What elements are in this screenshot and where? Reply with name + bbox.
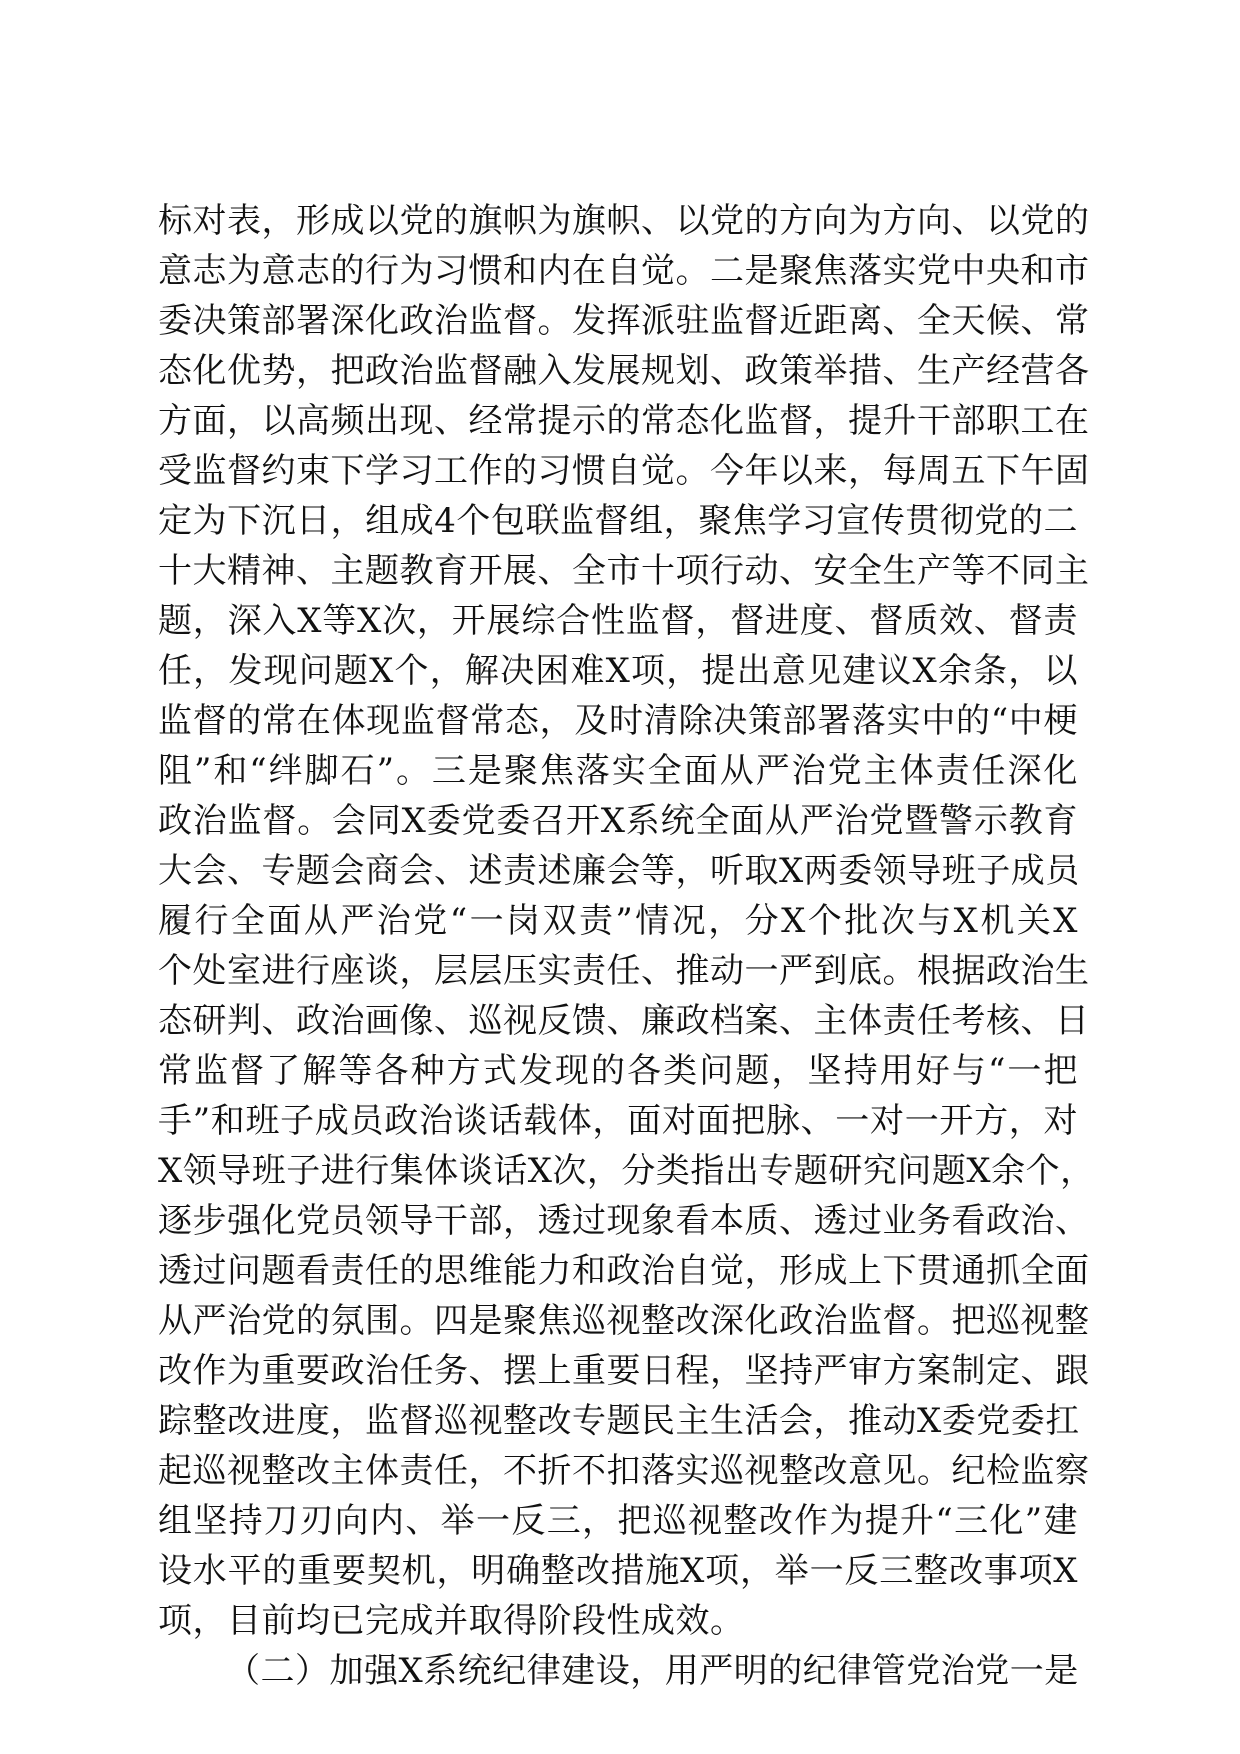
- text-line: 大会、专题会商会、述责述廉会等，听取X两委领导班子成员: [158, 851, 1080, 891]
- text-line: X领导班子进行集体谈话X次，分类指出专题研究问题X余个，: [158, 1151, 1095, 1191]
- text-line: 方面，以高频出现、经常提示的常态化监督，提升干部职工在: [158, 401, 1090, 441]
- text-line: 组坚持刀刃向内、举一反三，把巡视整改作为提升“三化”建: [158, 1501, 1078, 1541]
- text-line: 个处室进行座谈，层层压实责任、推动一严到底。根据政治生: [158, 951, 1090, 991]
- text-line: 受监督约束下学习工作的习惯自觉。今年以来，每周五下午固: [158, 451, 1090, 491]
- text-line: 透过问题看责任的思维能力和政治自觉，形成上下贯通抓全面: [158, 1251, 1090, 1291]
- text-line: 态研判、政治画像、巡视反馈、廉政档案、主体责任考核、日: [158, 1001, 1090, 1041]
- text-line: 阻”和“绊脚石”。三是聚焦落实全面从严治党主体责任深化: [158, 751, 1078, 791]
- text-line: 监督的常在体现监督常态，及时清除决策部署落实中的“中梗: [158, 701, 1078, 741]
- text-line: 手”和班子成员政治谈话载体，面对面把脉、一对一开方，对: [158, 1101, 1078, 1141]
- text-line: 起巡视整改主体责任，不折不扣落实巡视整改意见。纪检监察: [158, 1451, 1090, 1491]
- text-line: 意志为意志的行为习惯和内在自觉。二是聚焦落实党中央和市: [158, 251, 1090, 291]
- section-heading: （二）加强X系统纪律建设，用严明的纪律管党治党一是: [226, 1651, 1079, 1691]
- text-line: 设水平的重要契机，明确整改措施X项，举一反三整改事项X: [158, 1551, 1078, 1591]
- text-line: 常监督了解等各种方式发现的各类问题，坚持用好与“一把: [158, 1051, 1078, 1091]
- text-line: 踪整改进度，监督巡视整改专题民主生活会，推动X委党委扛: [158, 1401, 1080, 1441]
- text-line: 标对表，形成以党的旗帜为旗帜、以党的方向为方向、以党的: [158, 201, 1090, 241]
- text-line: 态化优势，把政治监督融入发展规划、政策举措、生产经营各: [158, 351, 1090, 391]
- text-line: 委决策部署深化政治监督。发挥派驻监督近距离、全天候、常: [158, 301, 1090, 341]
- text-line: 定为下沉日，组成4个包联监督组，聚焦学习宣传贯彻党的二: [158, 501, 1078, 541]
- body-paragraph: [158, 196, 1095, 1646]
- document-page: [158, 196, 1095, 1696]
- text-line: 从严治党的氛围。四是聚焦巡视整改深化政治监督。把巡视整: [158, 1301, 1090, 1341]
- text-line: 题，深入X等X次，开展综合性监督，督进度、督质效、督责: [158, 601, 1078, 641]
- text-line: 改作为重要政治任务、摆上重要日程，坚持严审方案制定、跟: [158, 1351, 1090, 1391]
- text-line: 政治监督。会同X委党委召开X系统全面从严治党暨警示教育: [158, 801, 1078, 841]
- text-line: 十大精神、主题教育开展、全市十项行动、安全生产等不同主: [158, 551, 1090, 591]
- text-line: 履行全面从严治党“一岗双责”情况，分X个批次与X机关X: [158, 901, 1078, 941]
- text-line: 逐步强化党员领导干部，透过现象看本质、透过业务看政治、: [158, 1201, 1090, 1241]
- text-line: 任，发现问题X个，解决困难X项，提出意见建议X余条，以: [158, 651, 1078, 691]
- text-line: 项，目前均已完成并取得阶段性成效。: [158, 1601, 745, 1641]
